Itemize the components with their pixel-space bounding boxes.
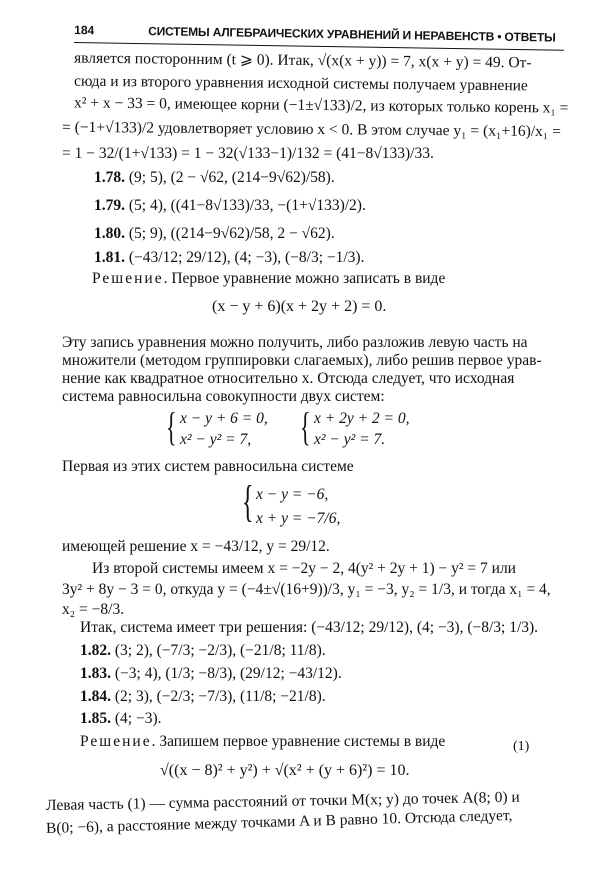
answer-number: 1.83. xyxy=(80,665,111,682)
system-a xyxy=(180,408,268,450)
answer-number: 1.78. xyxy=(94,169,125,186)
solution-heading xyxy=(92,270,445,288)
answer-1-80 xyxy=(94,225,335,243)
answer-number: 1.82. xyxy=(80,642,111,659)
text-line: сюда и из второго уравнения исходной системы получаем уравнение xyxy=(73,72,528,95)
answer-text: (9; 5), (2 − √62, (214−9√62)/58). xyxy=(128,169,335,186)
system-brace: { xyxy=(166,404,177,449)
system-a-eq2: x² − y² = 7, xyxy=(180,431,252,448)
paragraph-line: 3y² + 8y − 3 = 0, откуда y = (−4±√(16+9))/3, y₁ = −3, y₂ = 1/3, и тогда x₁ = 4, xyxy=(62,581,551,598)
paragraph-line: имеющей решение x = −43/12, y = 29/12. xyxy=(62,538,330,555)
answer-text: (4; −3). xyxy=(114,710,162,727)
running-title: СИСТЕМЫ АЛГЕБРАИЧЕСКИХ УРАВНЕНИЙ И НЕРАВЕНСТВ • ОТВЕТЫ xyxy=(148,24,556,45)
answer-1-83 xyxy=(80,665,342,683)
answer-number: 1.79. xyxy=(94,197,125,214)
answer-1-78 xyxy=(94,169,335,187)
solution-intro: . Первое уравнение можно записать в виде xyxy=(163,270,446,287)
text-line: x² + x − 33 = 0, имеющее корни (−1±√133)/2, из которых только корень x₁ = xyxy=(73,94,569,117)
factored-equation: (x − y + 6)(x + 2y + 2) = 0. xyxy=(212,298,387,315)
text-line: = (−1+√133)/2 удовлетворяет условию x < 0. В этом случае y₁ = (x₁+16)/x₁ = xyxy=(61,118,561,141)
paragraph-line: Итак, система имеет три решения: (−43/12; 29/12), (4; −3), (−8/3; 1/3). xyxy=(80,619,539,636)
answer-text: (3; 2), (−7/3; −2/3), (−21/8; 11/8). xyxy=(114,642,326,659)
paragraph-line: Первая из этих систем равносильна системе xyxy=(62,458,354,475)
system-b xyxy=(314,408,410,450)
paragraph-line: Левая часть (1) — сумма расстояний от точки M(x; y) до точек A(8; 0) и xyxy=(45,788,520,814)
system-b-eq1: x + 2y + 2 = 0, xyxy=(314,410,410,427)
paragraph-line: x₂ = −8/3. xyxy=(62,601,125,618)
answer-number: 1.81. xyxy=(94,249,125,266)
paragraph-line: Эту запись уравнения можно получить, либо разложив левую часть на xyxy=(62,334,528,351)
system-c xyxy=(256,483,340,531)
answer-text: (2; 3), (−2/3; −7/3), (11/8; −21/8). xyxy=(114,688,326,705)
text-line: является посторонним (t ⩾ 0). Итак, √(x(x + y)) = 7, x(x + y) = 49. От- xyxy=(73,49,532,72)
system-c-eq1: x − y = −6, xyxy=(256,486,329,503)
text-line: = 1 − 32/(1+√133) = 1 − 32(√133−1)/132 = (41−8√133)/33. xyxy=(62,145,434,162)
answer-text: (5; 4), ((41−8√133)/33, −(1+√133)/2). xyxy=(128,197,366,214)
answer-number: 1.80. xyxy=(94,225,125,242)
answer-number: 1.85. xyxy=(80,710,111,727)
solution-label: Решение xyxy=(80,733,152,750)
paragraph-line: Из второй системы имеем x = −2y − 2, 4(y² + 2y + 1) − y² = 7 или xyxy=(92,560,516,577)
answer-text: (−43/12; 29/12), (4; −3), (−8/3; −1/3). xyxy=(128,249,365,266)
system-b-eq2: x² − y² = 7. xyxy=(314,431,386,448)
answer-1-79 xyxy=(94,197,366,215)
solution-heading xyxy=(80,733,445,751)
page-header xyxy=(74,20,564,51)
solution-label: Решение xyxy=(92,270,164,287)
system-a-eq1: x − y + 6 = 0, xyxy=(180,410,268,427)
system-brace: { xyxy=(300,404,311,449)
answer-1-85 xyxy=(80,710,162,728)
paragraph-line: B(0; −6), а расстояние между точками A и B равно 10. Отсюда следует, xyxy=(45,806,513,837)
system-c-eq2: x + y = −7/6, xyxy=(256,510,341,527)
equation-number: (1) xyxy=(513,739,530,754)
paragraph-line: множители (методом группировки слагаемых), либо решив первое урав- xyxy=(62,352,542,369)
answer-number: 1.84. xyxy=(80,688,111,705)
answer-1-81 xyxy=(94,249,364,267)
solution-intro: . Запишем первое уравнение системы в виде xyxy=(151,733,446,750)
page-number: 184 xyxy=(74,23,95,38)
answer-text: (−3; 4), (1/3; −8/3), (29/12; −43/12). xyxy=(114,665,342,682)
system-brace: { xyxy=(242,477,254,526)
distance-equation: √((x − 8)² + y²) + √(x² + (y + 6)²) = 10. xyxy=(160,762,410,779)
answer-text: (5; 9), ((214−9√62)/58, 2 − √62). xyxy=(128,225,335,242)
paragraph-line: нение как квадратное относительно x. Отсюда следует, что исходная xyxy=(62,370,515,387)
answer-1-84 xyxy=(80,688,326,706)
paragraph-line: система равносильна совокупности двух систем: xyxy=(62,388,385,405)
answer-1-82 xyxy=(80,642,326,660)
